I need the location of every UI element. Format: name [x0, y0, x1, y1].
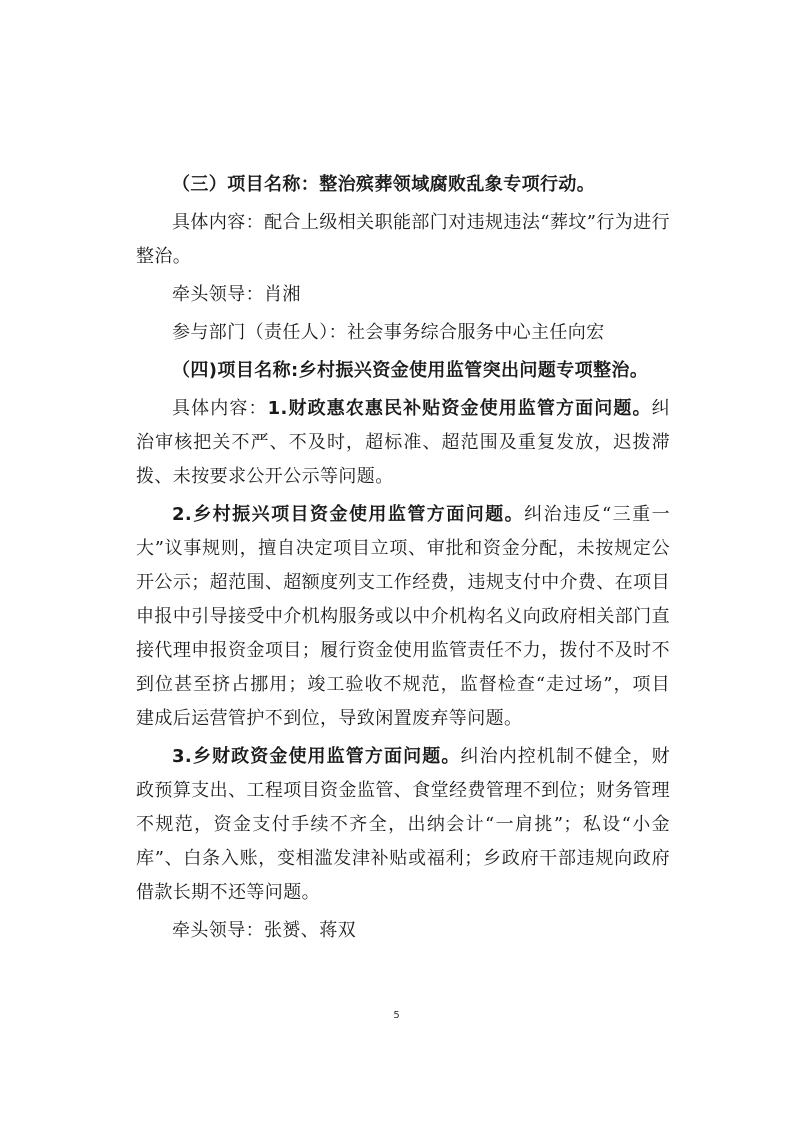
departments-label: 参与部门（责任人）： — [172, 322, 347, 343]
leader-name: 张赟、蒋双 — [264, 920, 356, 941]
section-4-heading: （四)项目名称:乡村振兴资金使用监管突出问题专项整治。 — [172, 360, 649, 381]
content-label: 具体内容： — [172, 212, 265, 233]
section-4-item-1 — [136, 392, 670, 494]
item-2-text: 纠治违反“三重一大”议事规则，擅自决定项目立项、审批和资金分配，未按规定公开公示；超范围、超额度列支工作经费，违规支付中介费、在项目申报中引导接受中介机构服务或以中介机构名义向政府相关部门直接代理申报资金项目；履行资金使用监管责任不力，拨付不及时不到位甚至挤占挪用；竣工验收不规范，监督检查“走过场”，项目建成后运营管护不到位，导致闲置废弃等问题。 — [136, 504, 670, 729]
item-3-text: 纠治内控机制不健全，财政预算支出、工程项目资金监管、食堂经费管理不到位；财务管理不规范，资金支付手续不齐全，出纳会计“一肩挑”；私设“小金库”、白条入账，变相滥发津补贴或福利；乡政府干部违规向政府借款长期不还等问题。 — [136, 746, 670, 903]
section-4-item-3 — [136, 740, 670, 910]
section-3-heading: （三）项目名称：整治殡葬领域腐败乱象专项行动。 — [172, 174, 596, 195]
leader-label: 牵头领导： — [172, 920, 264, 941]
document-body — [136, 168, 670, 948]
item-1-title: 1.财政惠农惠民补贴资金使用监管方面问题。 — [267, 398, 652, 419]
content-label: 具体内容： — [172, 398, 268, 419]
leader-label: 牵头领导： — [172, 284, 264, 305]
departments-text: 社会事务综合服务中心主任向宏 — [347, 322, 605, 343]
item-2-title: 2.乡村振兴项目资金使用监管方面问题。 — [172, 504, 525, 525]
section-3-content — [136, 206, 670, 274]
section-3-leader — [136, 278, 670, 312]
page-number: 5 — [393, 1010, 400, 1021]
leader-name: 肖湘 — [264, 284, 301, 305]
item-3-title: 3.乡财政资金使用监管方面问题。 — [172, 746, 461, 767]
section-3-departments — [136, 316, 670, 350]
section-4-item-2 — [136, 498, 670, 736]
content-text: 配合上级相关职能部门对违规违法“葬坟”行为进行整治。 — [136, 212, 670, 267]
item-1-text: 纠治审核把关不严、不及时，超标准、超范围及重复发放，迟拨滞拨、未按要求公开公示等问题。 — [136, 398, 671, 487]
section-4-leader — [136, 914, 670, 948]
